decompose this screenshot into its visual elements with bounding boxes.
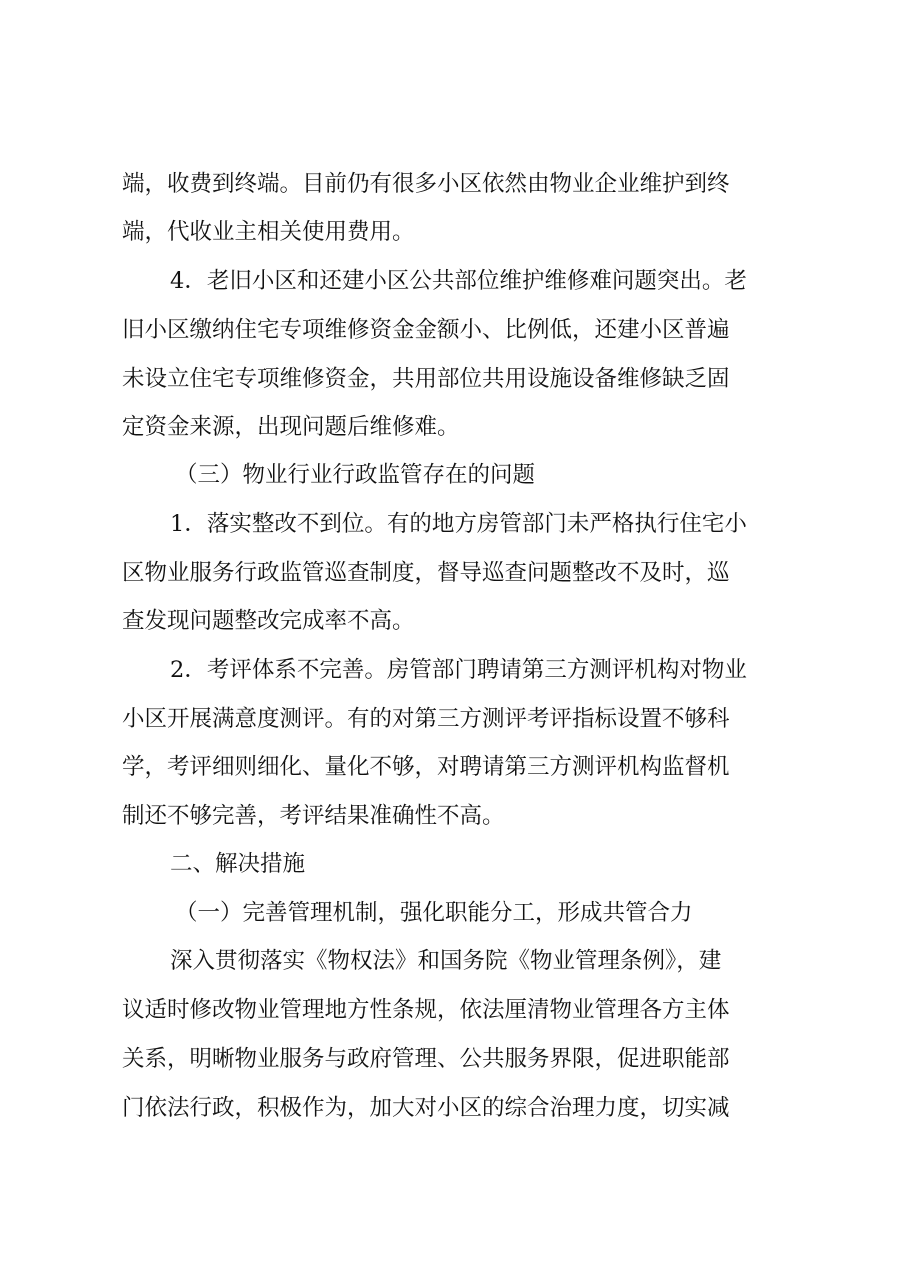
paragraph-line: 议适时修改物业管理地方性条规，依法厘清物业管理各方主体 (122, 997, 730, 1023)
paragraph-line: 学，考评细则细化、量化不够，对聘请第三方测评机构监督机 (122, 754, 730, 780)
paragraph-line: 定资金来源，出现问题后维修难。 (122, 414, 460, 440)
list-item-2-line: 2．考评体系不完善。房管部门聘请第三方测评机构对物业 (170, 657, 747, 683)
paragraph-line: 旧小区缴纳住宅专项维修资金金额小、比例低，还建小区普遍 (122, 317, 730, 343)
paragraph-line: 端，收费到终端。目前仍有很多小区依然由物业企业维护到终 (122, 171, 730, 197)
paragraph-line: 门依法行政，积极作为，加大对小区的综合治理力度，切实减 (122, 1095, 730, 1121)
section-heading-3: （三）物业行业行政监管存在的问题 (175, 462, 536, 488)
section-heading-1: （一）完善管理机制，强化职能分工，形成共管合力 (175, 900, 693, 926)
paragraph-line: 未设立住宅专项维修资金，共用部位共用设施设备维修缺乏固 (122, 366, 730, 392)
paragraph-line: 端，代收业主相关使用费用。 (122, 219, 415, 245)
list-item-4-line: 4．老旧小区和还建小区公共部位维护维修难问题突出。老 (170, 268, 747, 294)
paragraph-line: 小区开展满意度测评。有的对第三方测评考评指标设置不够科 (122, 706, 730, 732)
paragraph-line: 制还不够完善，考评结果准确性不高。 (122, 803, 505, 829)
paragraph-line: 关系，明晰物业服务与政府管理、公共服务界限，促进职能部 (122, 1046, 730, 1072)
paragraph-line: 区物业服务行政监管巡查制度，督导巡查问题整改不及时，巡 (122, 560, 730, 586)
list-item-1-line: 1．落实整改不到位。有的地方房管部门未严格执行住宅小 (170, 511, 747, 537)
paragraph-line: 深入贯彻落实《物权法》和国务院《物业管理条例》，建 (170, 948, 722, 974)
paragraph-line: 查发现问题整改完成率不高。 (122, 608, 415, 634)
section-heading-2: 二、解决措施 (170, 851, 306, 877)
